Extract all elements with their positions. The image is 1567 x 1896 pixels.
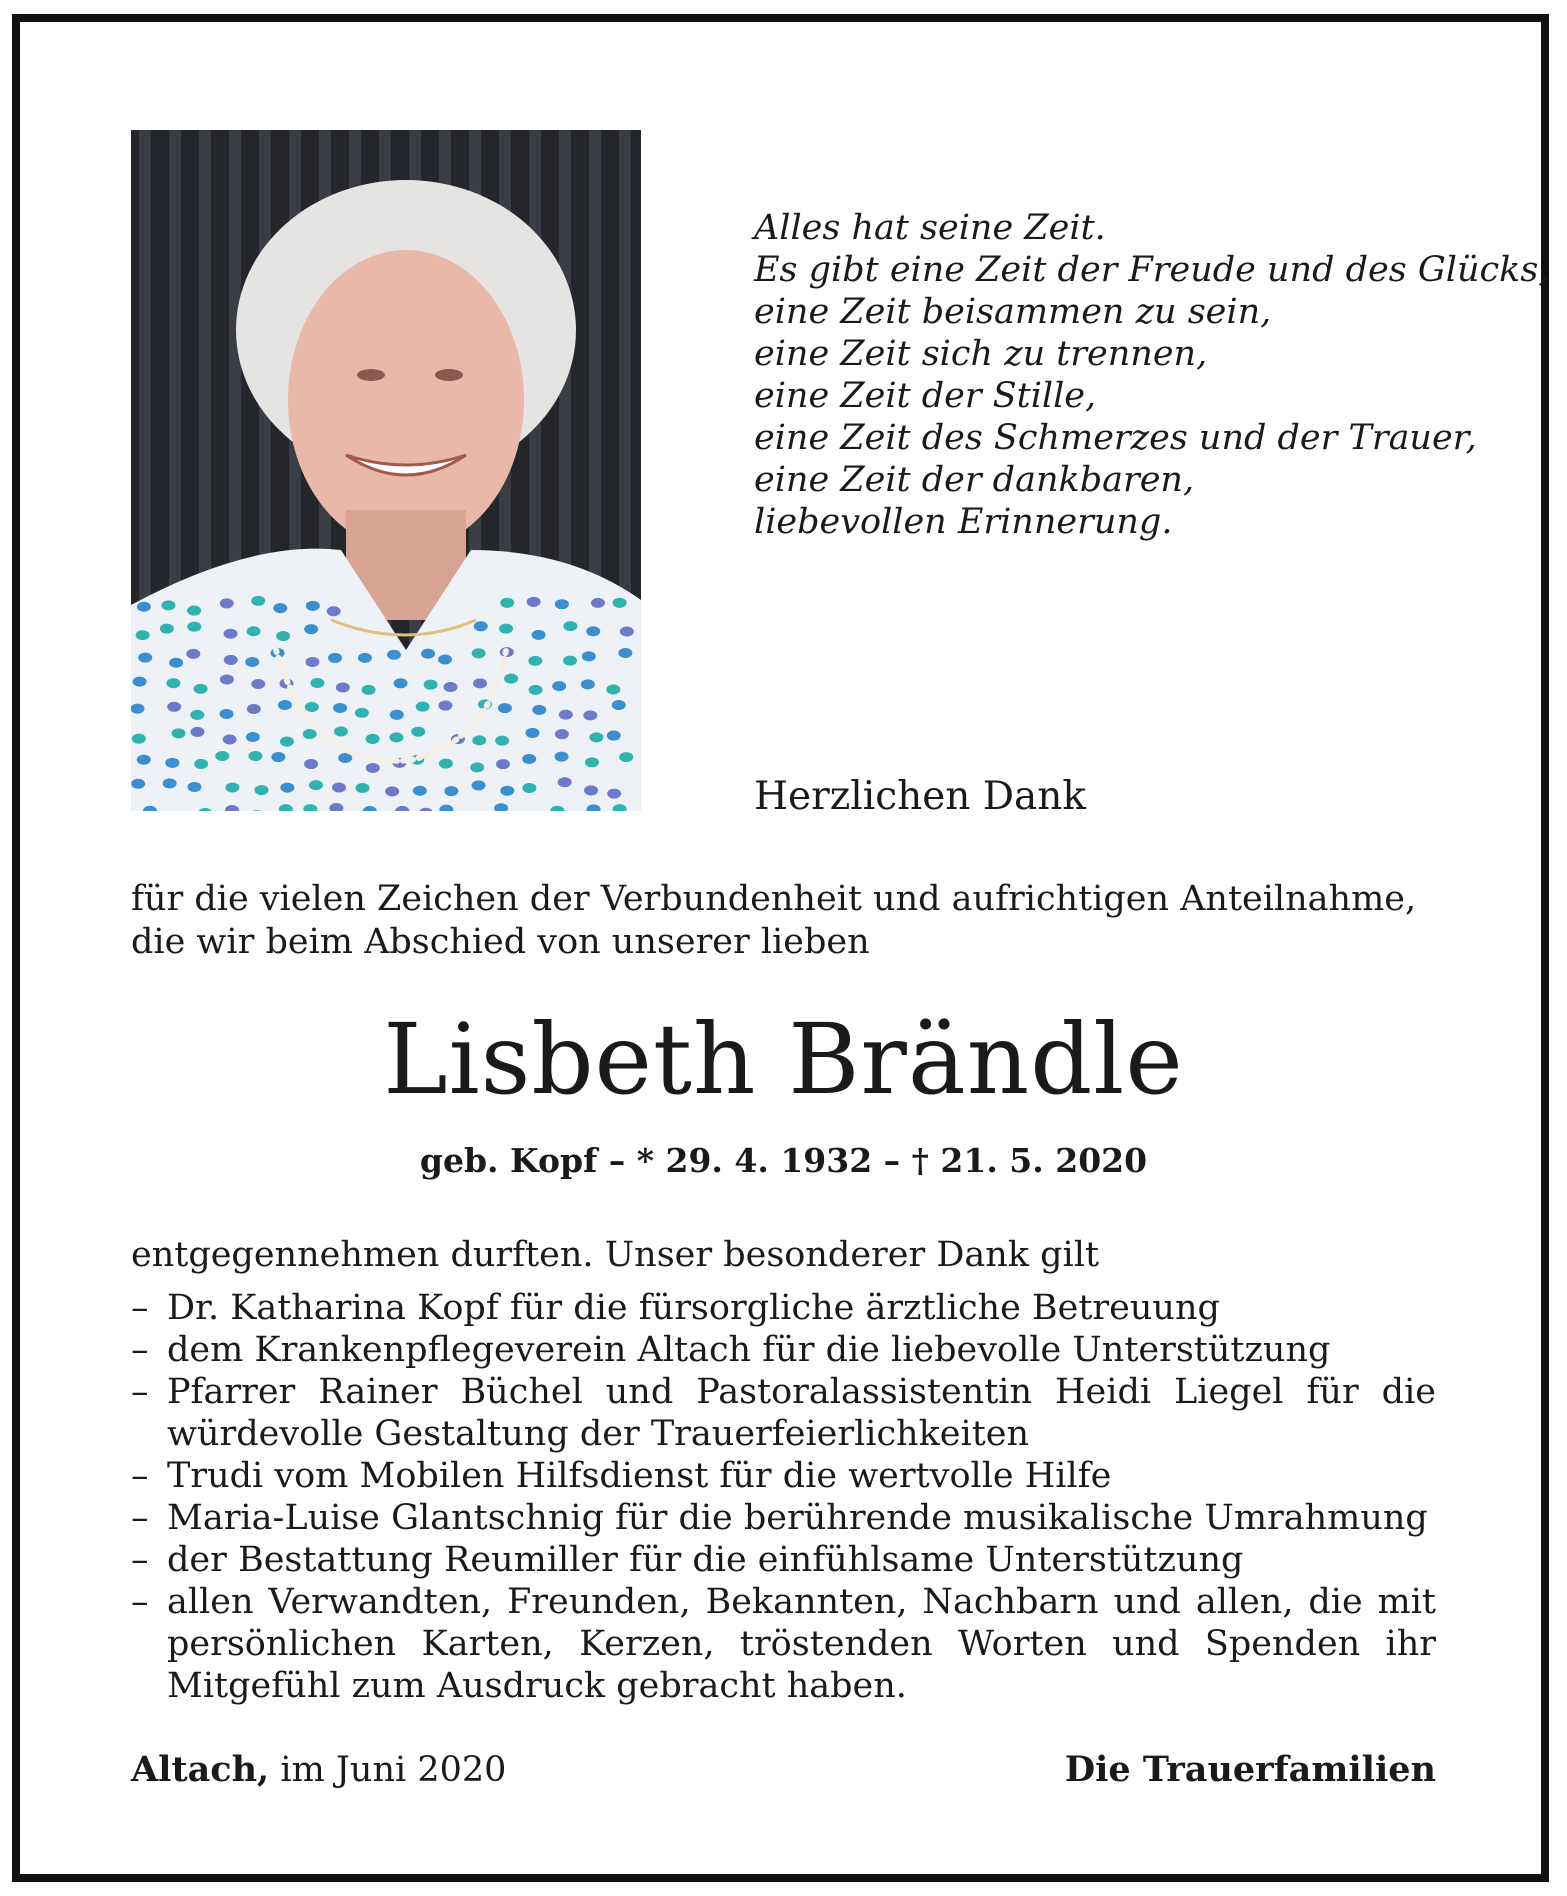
list-item-text: dem Krankenpflegeverein Altach für die liebevolle Unterstützung <box>167 1330 1331 1370</box>
poem <box>754 207 1550 543</box>
thanks-heading: Herzlichen Dank <box>754 774 1087 819</box>
list-dash: – <box>131 1330 149 1370</box>
list-dash: – <box>131 1372 149 1412</box>
list-item <box>131 1329 1436 1371</box>
poem-line: eine Zeit sich zu trennen, <box>754 334 1208 374</box>
list-item-text: Dr. Katharina Kopf für die fürsorgliche ärztliche Betreuung <box>167 1288 1220 1328</box>
poem-line: Es gibt eine Zeit der Freude und des Glücks, <box>754 250 1550 290</box>
signature: Die Trauerfamilien <box>1064 1749 1436 1790</box>
list-item-text: Trudi vom Mobilen Hilfsdienst für die wertvolle Hilfe <box>167 1456 1112 1496</box>
portrait-photo <box>131 130 641 811</box>
thanks-list <box>131 1287 1436 1707</box>
poem-line: eine Zeit der dankbaren, <box>754 460 1195 500</box>
intro-text: für die vielen Zeichen der Verbundenheit und aufrichtigen Anteilnahme, die wir beim Abschied von unserer lieben <box>131 879 1417 962</box>
list-dash: – <box>131 1456 149 1496</box>
list-dash: – <box>131 1288 149 1328</box>
list-item <box>131 1539 1436 1581</box>
list-item <box>131 1455 1436 1497</box>
place: Altach, <box>131 1749 270 1790</box>
poem-line: eine Zeit beisammen zu sein, <box>754 292 1272 332</box>
date: im Juni 2020 <box>280 1750 507 1790</box>
deceased-name: Lisbeth Brändle <box>383 1003 1184 1116</box>
list-item-text: der Bestattung Reumiller für die einfühlsame Unterstützung <box>167 1540 1244 1580</box>
thanks-lead: entgegennehmen durften. Unser besonderer Dank gilt <box>131 1235 1100 1275</box>
poem-line: Alles hat seine Zeit. <box>754 208 1106 248</box>
list-dash: – <box>131 1582 149 1622</box>
list-item <box>131 1497 1436 1539</box>
place-date <box>131 1748 506 1792</box>
poem-line: eine Zeit des Schmerzes und der Trauer, <box>754 418 1477 458</box>
list-item-text: Pfarrer Rainer Büchel und Pastoralassistentin Heidi Liegel für die würdevolle Gestaltung der Trauerfeierlichkeiten <box>167 1372 1436 1454</box>
list-dash: – <box>131 1540 149 1580</box>
list-item <box>131 1371 1436 1455</box>
poem-line: eine Zeit der Stille, <box>754 376 1097 416</box>
poem-line: liebevollen Erinnerung. <box>754 502 1173 542</box>
list-item-text: Maria-Luise Glantschnig für die berührende musikalische Umrahmung <box>167 1498 1428 1538</box>
list-dash: – <box>131 1498 149 1538</box>
list-item-text: allen Verwandten, Freunden, Bekannten, Nachbarn und allen, die mit persönlichen Karten, Kerzen, tröstenden Worten und Spenden ihr Mitgefühl zum Ausdruck gebracht haben. <box>167 1582 1436 1706</box>
list-item <box>131 1287 1436 1329</box>
list-item <box>131 1581 1436 1707</box>
birth-death-line: geb. Kopf – * 29. 4. 1932 – † 21. 5. 2020 <box>419 1141 1148 1180</box>
